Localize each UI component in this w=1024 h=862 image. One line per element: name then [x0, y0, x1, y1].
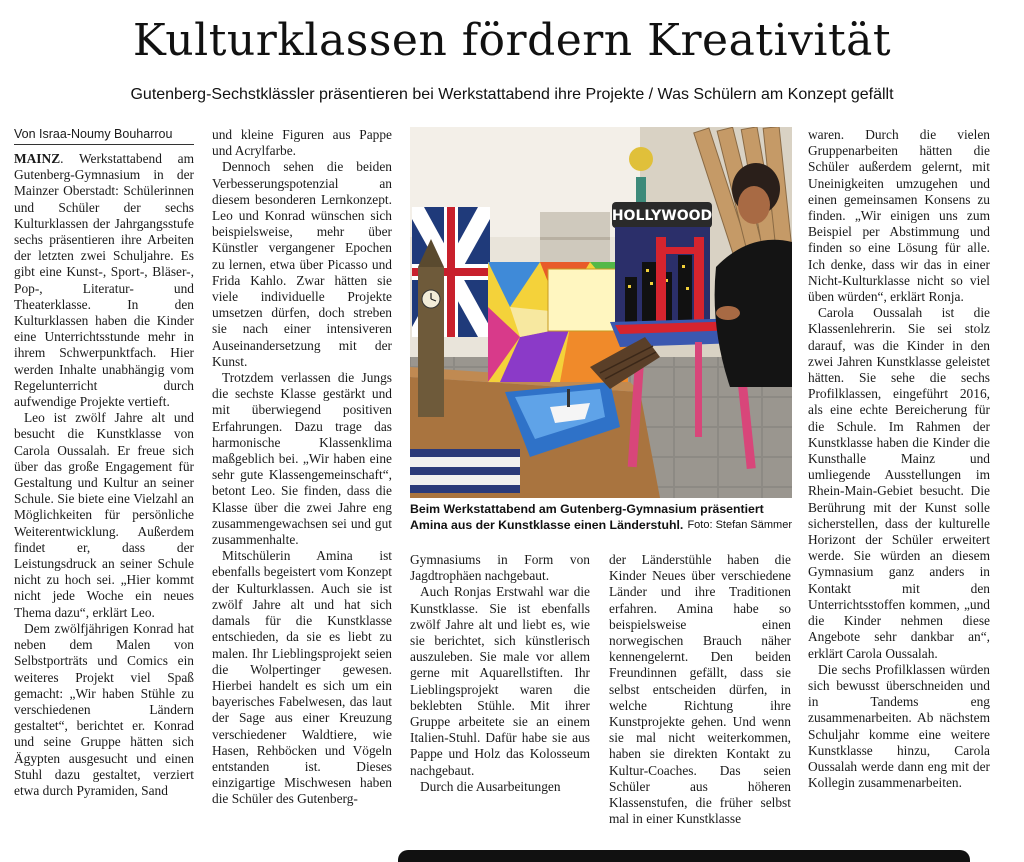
photo-credit: Foto: Stefan Sämmer — [687, 518, 792, 531]
paragraph: Die sechs Profilklassen würden sich bewusst überschneiden und in Tandems eng zusammenarbeiten. Ab nächstem Schuljahr komme eine weitere Kunstklasse hinzu, Carola Oussalah werde dann eng mit der Kollegin zusammenarbeiten. — [808, 661, 990, 791]
article-column-1 — [14, 127, 194, 799]
paragraph: Leo ist zwölf Jahre alt und besucht die Kunstklasse von Carola Oussalah. Er freue sich über das große Engagement für Gestaltung und Kultur an seiner Schule. Sie biete eine Vielzahl an Möglichkeiten für persönliche Weiterentwicklung. Außerdem findet er, dass der Leistungsdruck an seiner Schule nicht zu hoch sei. „Hier kommt nicht jede Woche ein neues Thema dazu“, erklärt Leo. — [14, 410, 194, 620]
paragraph: MAINZ. Werkstattabend am Gutenberg-Gymnasium in der Mainzer Oberstadt: Schülerinnen und Schüler der sechs Kulturklassen der Jahrgangsstufe sechs präsentieren ihre Arbeiten der letzten zwei Schuljahre. Es gibt eine Kunst-, Sport-, Bläser-, Pop-, Literatur- und Theaterklasse. In den Kulturklassen haben die Kinder eine Unterrichtsstunde mehr in ihrem Schwerpunktfach. Hier werden Inhalte unabhängig vom Regelunterricht durch aufwendige Projekte vertieft. — [14, 151, 194, 410]
paragraph: Auch Ronjas Erstwahl war die Kunstklasse. Sie ist ebenfalls zwölf Jahre alt und liebt es, wie sie berichtet, sich künstlerisch auszuleben. Sie male vor allem gerne mit Aquarellstiften. Ihr Lieblingsprojekt waren die beklebten Stühle. Mit ihrer Gruppe arbeitete sie an einem Italien-Stuhl. Dafür habe sie aus Pappe und Holz das Kolosseum nachgebaut. — [410, 584, 590, 778]
paragraph: Durch die Ausarbeitungen — [420, 778, 561, 794]
article-column-4 — [609, 552, 791, 827]
article-column-3 — [410, 552, 590, 795]
byline: Von Israa-Noumy Bouharrou — [14, 127, 194, 145]
article-photo — [410, 127, 792, 498]
hollywood-sign: HOLLYWOOD — [611, 208, 713, 224]
photo-caption — [410, 502, 792, 533]
paragraph: Gymnasiums in Form von Jagdtrophäen nachgebaut. — [410, 552, 590, 584]
article-column-2 — [212, 127, 392, 808]
bottom-bar — [398, 850, 970, 862]
paragraph: Mitschülerin Amina ist ebenfalls begeistert vom Konzept der Kulturklassen. Auch sie ist zwölf Jahre alt und hat sich damals für die Kunstklasse entschieden, da sie es liebt zu malen. Ihr Lieblingsprojekt seien die Wolpertinger gewesen. Hierbei handelt es sich um ein bayerisches Fabelwesen, das laut der Sage aus einer Kreuzung verschiedener Waldtiere, wie Hasen, Rehböcken und Vögeln entstanden ist. Dieses einzigartige Mischwesen haben die Schüler des Gutenberg- — [212, 548, 392, 807]
headline: Kulturklassen fördern Kreativität — [132, 15, 892, 66]
paragraph: Dem zwölfjährigen Konrad hat neben dem Malen von Selbstporträts und Comics ein weiteres Projekt viel Spaß gemacht: „Wir haben Stühle zu verschiedenen Ländern gestaltet“, berichtet er. Konrad und seine Gruppe hätten sich Ägypten ausgesucht und einen Stuhl dazu gestaltet, verziert etwa durch Pyramiden, Sand — [14, 620, 194, 798]
paragraph: und kleine Figuren aus Pappe und Acrylfarbe. — [212, 127, 392, 159]
paragraph: der Länderstühle haben die Kinder Neues über verschiedene Länder und ihre Traditionen erfahren. Amina habe so beispielsweise einen norwegischen Brauch näher kennengelernt. Den beiden Freundinnen gefällt, dass sie selbst entscheiden dürfen, in welche Richtung ihre Kunstprojekte gehen. Und wenn sie mal nicht weiterkommen, haben sie direkten Kontakt zu Kultur-Coaches. Das seien Schüler aus höheren Klassenstufen, die früher selbst mal in einer Kunstklasse — [609, 552, 791, 827]
paragraph: waren. Durch die vielen Gruppenarbeiten hätten die Schüler außerdem gelernt, mit Uneinigkeiten umzugehen und einen gemeinsamen Konsens zu finden. „Wir einigen uns zum Beispiel per Abstimmung und finden so eine Lösung für alle. Ich denke, dass wir das in einer Nicht-Kulturklasse nicht so viel üben würden“, erklärt Ronja. — [808, 127, 990, 305]
subheadline: Gutenberg-Sechstklässler präsentieren bei Werkstattabend ihre Projekte / Was Schülern am Konzept gefällt — [130, 86, 894, 103]
paragraph: Trotzdem verlassen die Jungs die sechste Klasse gestärkt und mit überwiegend positiven Erfahrungen. Dazu trage das harmonische Klassenklima maßgeblich bei. „Wir haben eine sehr gute Klassengemeinschaft“, betont Leo. Sie finden, dass die Klasse über die zwei Jahre eng zusammengewachsen sei und gut zusammenhalte. — [212, 370, 392, 548]
article-column-5 — [808, 127, 990, 791]
dateline: MAINZ — [14, 151, 61, 166]
caption-text: Beim Werkstattabend am Gutenberg-Gymnasium präsentiert Amina aus der Kunstklasse einen Länderstuhl. — [410, 502, 764, 532]
paragraph: Carola Oussalah ist die Klassenlehrerin. Sie sei stolz darauf, was die Kinder in den zwei Jahren Kunstklasse geleistet hätten. Sie sehe die sechs Profilklassen, eingeführt 2016, als eine echte Bereicherung für die Schule. Im Rahmen der Kunstklasse haben die Kinder die Kunsthalle Mainz und umliegende Ausstellungen im Rhein-Main-Gebiet besucht. Die Berührung mit der Kunst solle sicherstellen, dass der kulturelle Horizont der Schüler erweitert werde. Sie würden an diesem Gymnasium ganz anders in Kontakt mit den Unterrichtsstoffen kommen, „und die Kinder nehmen diese Angebote sehr dankbar an“, erklärt Carola Oussalah. — [808, 305, 990, 661]
paragraph: Dennoch sehen die beiden Verbesserungspotenzial an diesem besonderen Lernkonzept. Leo und Konrad wünschen sich beispielsweise, mehr über Künstler vergangener Epochen zu lernen, etwa über Picasso und Frida Kahlo. Zwar hätten sie viele individuelle Projekte umsetzen dürfen, doch streben sie nach einer intensiveren Auseinandersetzung mit der Kunst. — [212, 159, 392, 369]
photo-illustration — [410, 127, 792, 498]
